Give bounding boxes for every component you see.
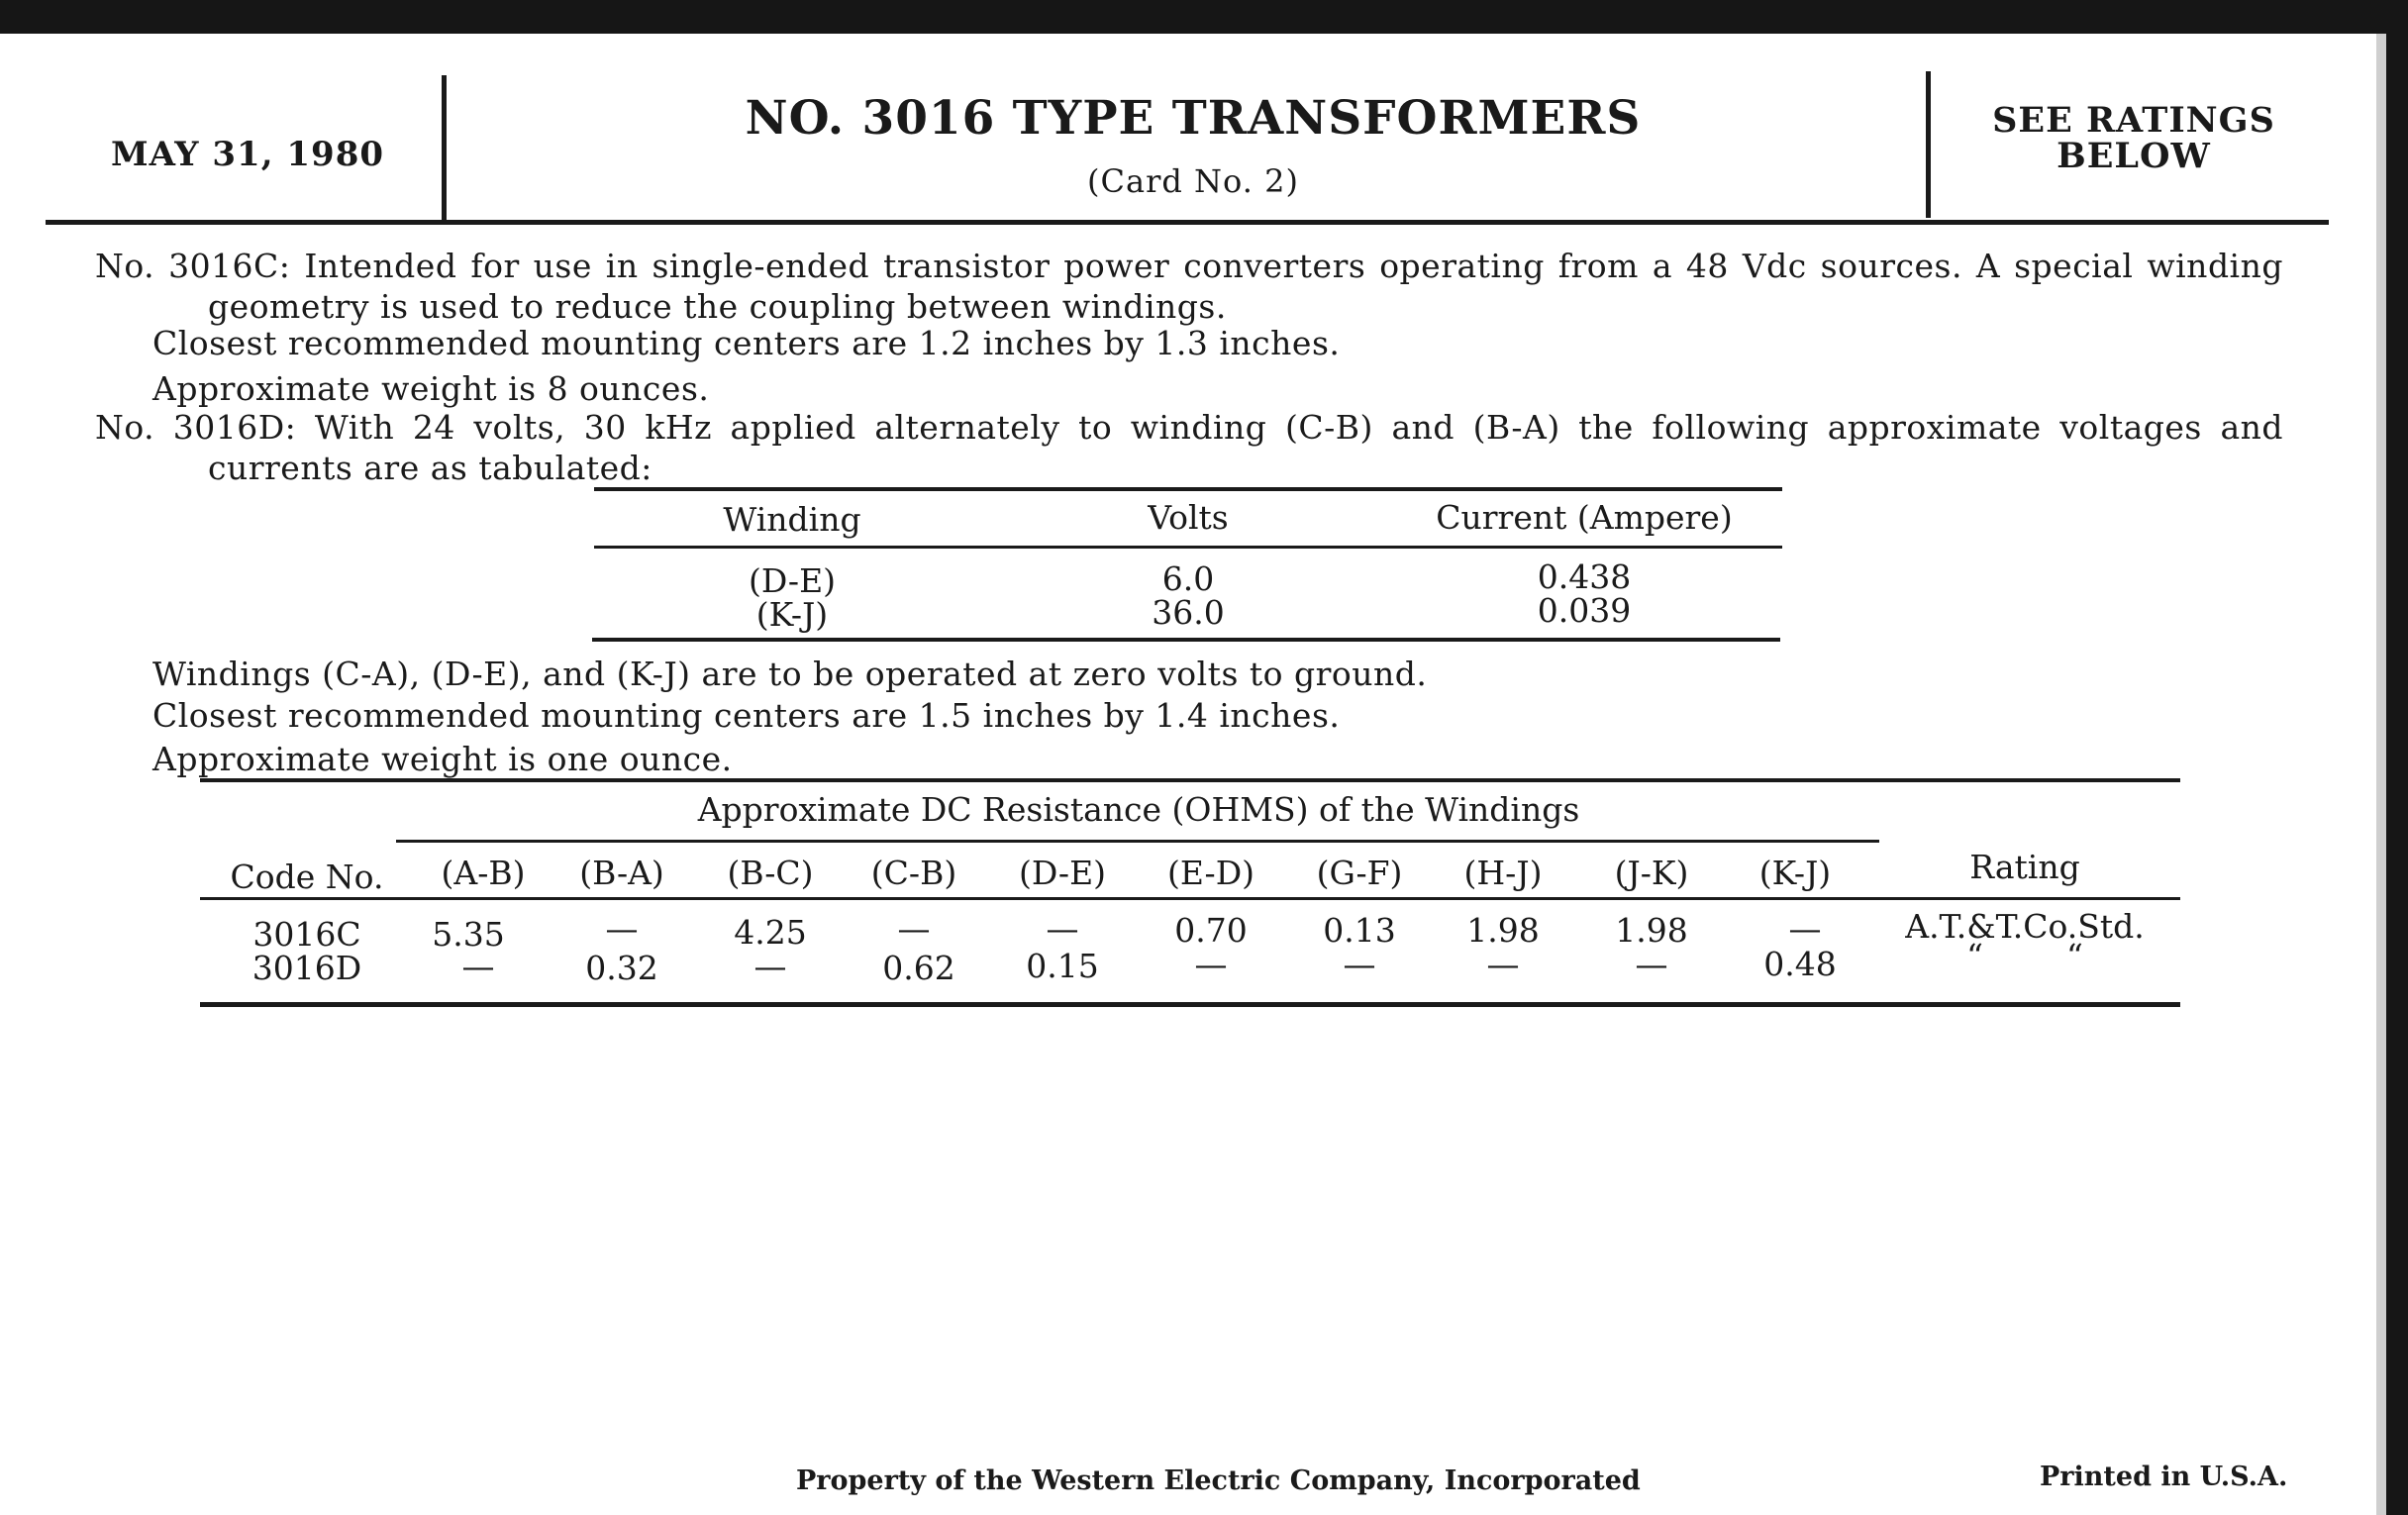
vc-cell-current: 0.039 bbox=[1537, 591, 1632, 630]
vc-table-top-rule bbox=[594, 487, 1782, 491]
section-d-line1: No. 3016D: With 24 volts, 30 kHz applied alternately to winding (C-B) and (B-A) the following approximate voltages and bbox=[95, 408, 2283, 447]
dc-group-header-rule bbox=[396, 840, 1879, 843]
dc-cell-value: 0.62 bbox=[882, 949, 955, 987]
dc-cell-value: — bbox=[461, 947, 495, 985]
dc-header-col: (H-J) bbox=[1463, 854, 1543, 892]
dc-header-rating: Rating bbox=[1969, 848, 2080, 886]
section-d-grounding: Windings (C-A), (D-E), and (K-J) are to be operated at zero volts to ground. bbox=[152, 655, 1428, 693]
dc-cell-value: 0.15 bbox=[1026, 947, 1099, 985]
section-c-line1: No. 3016C: Intended for use in single-ended transistor power converters operating from a 48 Vdc sources. A special winding bbox=[95, 247, 2283, 285]
vc-cell-winding: (D-E) bbox=[748, 561, 837, 600]
header-divider-left bbox=[442, 75, 447, 222]
ratings-note-line2: BELOW bbox=[2057, 136, 2211, 176]
dc-cell-value: 1.98 bbox=[1466, 911, 1540, 950]
scan-right-border bbox=[2386, 0, 2408, 1515]
section-d-mounting: Closest recommended mounting centers are 1.5 inches by 1.4 inches. bbox=[152, 696, 1341, 735]
dc-cell-value: — bbox=[1194, 945, 1228, 983]
dc-cell-value: 0.48 bbox=[1763, 945, 1837, 983]
dc-header-col: (E-D) bbox=[1166, 854, 1255, 892]
header-rule bbox=[46, 220, 2329, 225]
dc-header-col: (D-E) bbox=[1018, 854, 1107, 892]
dc-cell-value: — bbox=[1788, 909, 1822, 948]
vc-header-volts: Volts bbox=[1148, 498, 1229, 537]
ratings-note-line1: SEE RATINGS bbox=[1992, 100, 2275, 141]
dc-header-col: (B-A) bbox=[579, 854, 664, 892]
dc-cell-value: 0.32 bbox=[585, 949, 658, 987]
card-date: MAY 31, 1980 bbox=[110, 135, 385, 174]
dc-cell-value: — bbox=[753, 947, 787, 985]
dc-header-col: (J-K) bbox=[1614, 854, 1689, 892]
dc-cell-rating: “ “ bbox=[1966, 937, 2083, 975]
scan-top-border bbox=[0, 0, 2408, 34]
dc-cell-value: — bbox=[1343, 945, 1376, 983]
card-title: NO. 3016 TYPE TRANSFORMERS bbox=[745, 91, 1642, 146]
dc-cell-value: — bbox=[1486, 945, 1520, 983]
dc-cell-value: 5.35 bbox=[432, 915, 505, 954]
dc-cell-value: — bbox=[1635, 945, 1668, 983]
dc-cell-value: 0.70 bbox=[1174, 911, 1248, 950]
footer-property: Property of the Western Electric Company, Incorporated bbox=[796, 1465, 1641, 1496]
vc-cell-volts: 6.0 bbox=[1161, 559, 1215, 598]
vc-header-winding: Winding bbox=[723, 500, 861, 539]
dc-table-top-rule bbox=[200, 778, 2180, 782]
vc-cell-volts: 36.0 bbox=[1152, 593, 1225, 632]
dc-cell-value: — bbox=[1046, 909, 1079, 948]
ratings-note bbox=[1941, 100, 2327, 176]
section-c-mounting: Closest recommended mounting centers are 1.2 inches by 1.3 inches. bbox=[152, 324, 1341, 362]
dc-cell-value: 0.13 bbox=[1323, 911, 1396, 950]
dc-header-code: Code No. bbox=[230, 858, 384, 896]
dc-table-bottom-rule bbox=[200, 1002, 2180, 1007]
vc-table-header-rule bbox=[594, 546, 1782, 549]
dc-table-header-rule bbox=[200, 897, 2180, 900]
dc-header-col: (K-J) bbox=[1758, 854, 1832, 892]
section-c-weight: Approximate weight is 8 ounces. bbox=[152, 369, 710, 408]
section-c-line2: geometry is used to reduce the coupling between windings. bbox=[208, 287, 1227, 326]
dc-header-col: (C-B) bbox=[870, 854, 957, 892]
vc-cell-winding: (K-J) bbox=[755, 595, 829, 634]
footer-printed: Printed in U.S.A. bbox=[2040, 1462, 2288, 1492]
vc-table-bottom-rule bbox=[592, 638, 1780, 642]
dc-cell-value: 1.98 bbox=[1615, 911, 1688, 950]
dc-header-col: (G-F) bbox=[1316, 854, 1403, 892]
section-d-line2: currents are as tabulated: bbox=[208, 449, 652, 487]
section-c-description bbox=[95, 246, 2283, 327]
vc-cell-current: 0.438 bbox=[1537, 557, 1632, 596]
dc-cell-code: 3016D bbox=[251, 949, 362, 987]
dc-cell-rating: A.T.&T.Co.Std. bbox=[1905, 907, 2145, 946]
section-d-description bbox=[95, 407, 2283, 488]
dc-cell-code: 3016C bbox=[252, 915, 361, 954]
dc-header-col: (A-B) bbox=[441, 854, 526, 892]
scan-right-shadow bbox=[2376, 34, 2386, 1515]
dc-cell-value: — bbox=[605, 909, 639, 948]
section-d-weight: Approximate weight is one ounce. bbox=[152, 740, 733, 778]
dc-cell-value: — bbox=[897, 909, 931, 948]
header-divider-right bbox=[1926, 71, 1931, 218]
dc-header-col: (B-C) bbox=[727, 854, 814, 892]
card-subtitle: (Card No. 2) bbox=[1087, 162, 1299, 200]
vc-header-current: Current (Ampere) bbox=[1436, 498, 1733, 537]
dc-group-header: Approximate DC Resistance (OHMS) of the Windings bbox=[697, 790, 1580, 829]
dc-cell-value: 4.25 bbox=[734, 913, 807, 952]
